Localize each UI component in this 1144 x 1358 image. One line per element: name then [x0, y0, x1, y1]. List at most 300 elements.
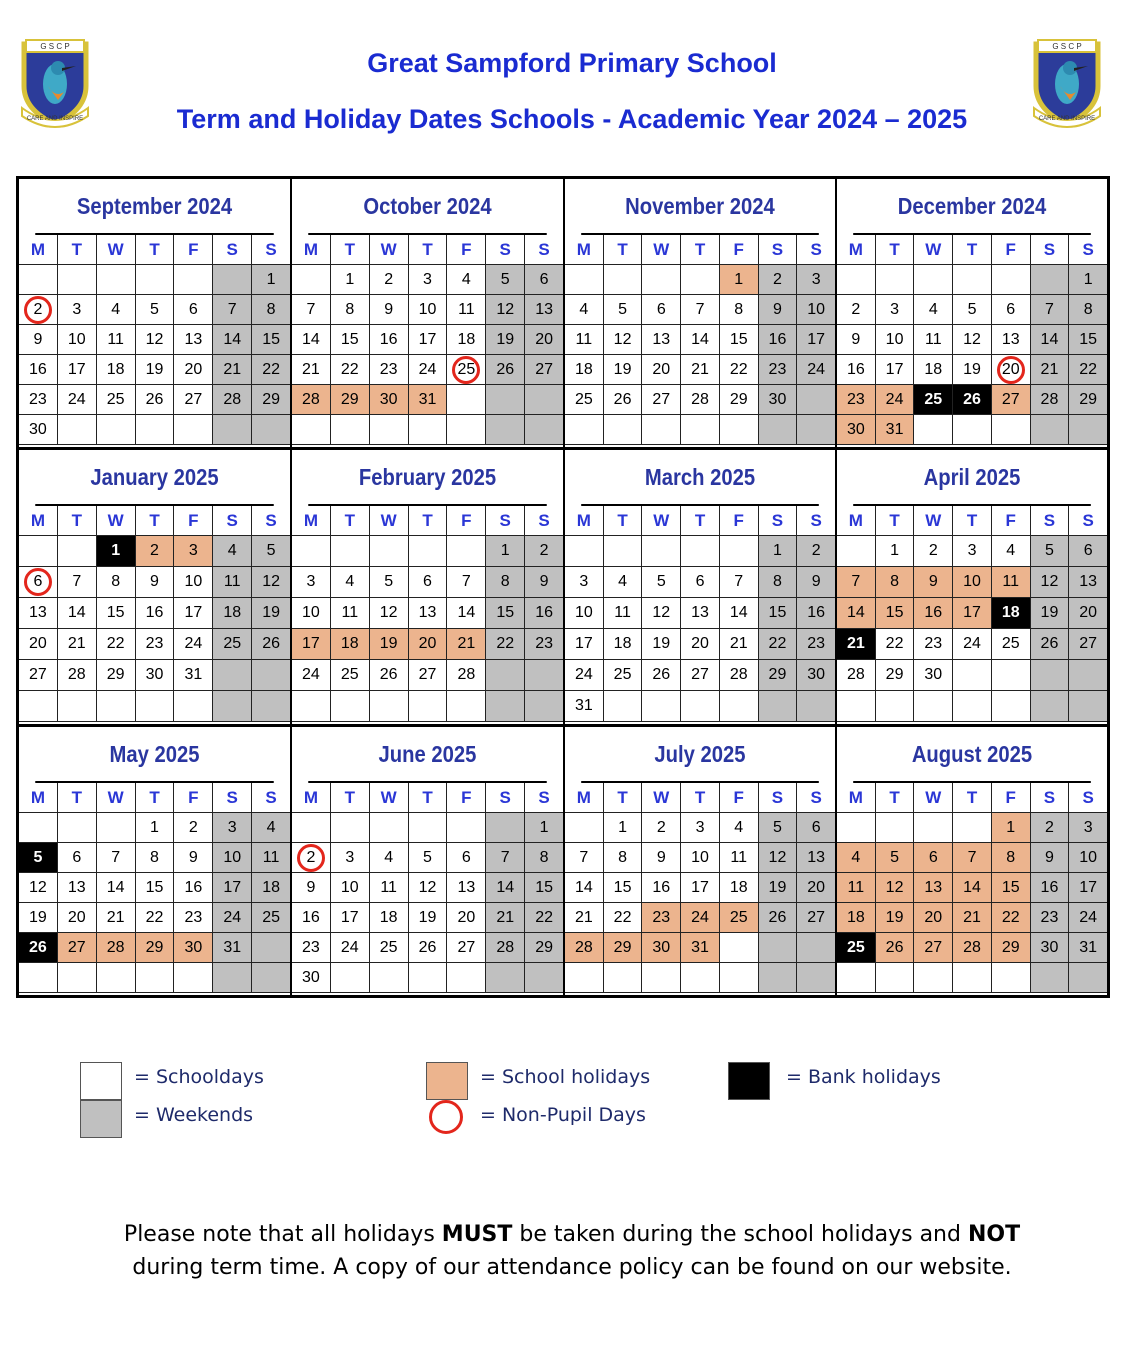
weekday-header: T — [681, 506, 720, 536]
week-row — [292, 933, 563, 963]
day-cell: 29 — [136, 933, 175, 963]
empty-day-cell — [720, 963, 759, 993]
empty-day-cell — [213, 963, 252, 993]
weekday-header-row — [292, 235, 563, 265]
day-cell: 11 — [370, 873, 409, 903]
day-cell: 11 — [914, 325, 953, 355]
day-cell: 31 — [213, 933, 252, 963]
day-cell: 8 — [604, 843, 643, 873]
week-row — [565, 385, 835, 415]
month-grid — [837, 235, 1107, 445]
empty-day-cell — [914, 813, 953, 843]
day-cell: 9 — [797, 567, 835, 598]
weekday-header: M — [19, 506, 58, 536]
day-cell: 2 — [136, 536, 175, 567]
day-cell: 14 — [292, 325, 331, 355]
empty-day-cell — [681, 691, 720, 722]
day-cell: 26 — [1031, 629, 1070, 660]
empty-day-cell — [720, 536, 759, 567]
empty-day-cell — [58, 536, 97, 567]
weekday-header: F — [447, 506, 486, 536]
empty-day-cell — [252, 691, 290, 722]
empty-day-cell — [1031, 691, 1070, 722]
day-cell: 12 — [604, 325, 643, 355]
day-cell: 20 — [1069, 598, 1107, 629]
weekday-header: T — [58, 235, 97, 265]
day-cell: 3 — [565, 567, 604, 598]
week-row — [292, 629, 563, 660]
day-cell: 27 — [992, 385, 1031, 415]
day-cell: 4 — [331, 567, 370, 598]
month-grid — [19, 235, 290, 445]
empty-day-cell — [331, 536, 370, 567]
day-cell: 24 — [409, 355, 448, 385]
empty-day-cell — [486, 660, 525, 691]
day-cell: 23 — [759, 355, 798, 385]
weekday-header: W — [97, 783, 136, 813]
week-row — [837, 691, 1107, 722]
day-cell: 31 — [409, 385, 448, 415]
empty-day-cell — [953, 813, 992, 843]
weekday-header: S — [252, 235, 290, 265]
day-cell: 24 — [953, 629, 992, 660]
week-row — [565, 325, 835, 355]
day-cell: 31 — [565, 691, 604, 722]
day-cell: 10 — [797, 295, 835, 325]
day-cell: 13 — [174, 325, 213, 355]
day-cell: 8 — [486, 567, 525, 598]
day-cell: 16 — [136, 598, 175, 629]
day-cell: 17 — [953, 598, 992, 629]
day-cell: 17 — [213, 873, 252, 903]
empty-day-cell — [252, 660, 290, 691]
weekday-header: T — [876, 506, 915, 536]
day-cell: 9 — [19, 325, 58, 355]
day-cell: 4 — [720, 813, 759, 843]
day-cell: 1 — [720, 265, 759, 295]
empty-day-cell — [797, 933, 835, 963]
day-cell: 23 — [292, 933, 331, 963]
day-cell: 20 — [58, 903, 97, 933]
day-cell: 10 — [565, 598, 604, 629]
week-row — [565, 598, 835, 629]
day-cell: 27 — [525, 355, 563, 385]
day-cell: 18 — [604, 629, 643, 660]
month-title: October 2024 — [308, 179, 546, 235]
day-cell: 4 — [447, 265, 486, 295]
day-cell: 24 — [58, 385, 97, 415]
day-cell: 4 — [370, 843, 409, 873]
day-cell: 24 — [565, 660, 604, 691]
empty-day-cell — [837, 265, 876, 295]
day-cell: 22 — [720, 355, 759, 385]
day-cell: 13 — [681, 598, 720, 629]
day-cell: 17 — [174, 598, 213, 629]
day-cell: 18 — [837, 903, 876, 933]
day-cell: 23 — [1031, 903, 1070, 933]
day-cell: 22 — [604, 903, 643, 933]
day-cell: 26 — [19, 933, 58, 963]
week-row — [837, 325, 1107, 355]
day-cell: 24 — [331, 933, 370, 963]
school-holiday-swatch — [426, 1062, 468, 1100]
empty-day-cell — [409, 415, 448, 445]
empty-day-cell — [19, 265, 58, 295]
day-cell: 20 — [409, 629, 448, 660]
empty-day-cell — [642, 265, 681, 295]
day-cell: 10 — [213, 843, 252, 873]
weekday-header: S — [759, 235, 798, 265]
day-cell: 5 — [19, 843, 58, 873]
day-cell: 5 — [486, 265, 525, 295]
day-cell: 24 — [1069, 903, 1107, 933]
day-cell: 27 — [797, 903, 835, 933]
day-cell: 10 — [953, 567, 992, 598]
day-cell: 17 — [292, 629, 331, 660]
day-cell: 8 — [876, 567, 915, 598]
weekday-header-row — [837, 235, 1107, 265]
day-cell: 11 — [447, 295, 486, 325]
weekday-header: M — [565, 506, 604, 536]
day-cell: 1 — [97, 536, 136, 567]
day-cell: 10 — [174, 567, 213, 598]
day-cell: 19 — [19, 903, 58, 933]
day-cell: 10 — [409, 295, 448, 325]
empty-day-cell — [292, 813, 331, 843]
day-cell: 6 — [642, 295, 681, 325]
empty-day-cell — [252, 933, 290, 963]
month-grid — [837, 783, 1107, 993]
month-title: June 2025 — [308, 727, 546, 783]
weekday-header: M — [292, 235, 331, 265]
week-row — [292, 691, 563, 722]
day-cell: 26 — [759, 903, 798, 933]
day-cell: 30 — [19, 415, 58, 445]
empty-day-cell — [174, 963, 213, 993]
empty-day-cell — [409, 691, 448, 722]
day-cell: 9 — [759, 295, 798, 325]
day-cell: 7 — [97, 843, 136, 873]
month-january-2025 — [19, 450, 290, 724]
empty-day-cell — [409, 963, 448, 993]
day-cell: 24 — [174, 629, 213, 660]
day-cell: 25 — [252, 903, 290, 933]
day-cell: 4 — [213, 536, 252, 567]
month-grid — [565, 506, 835, 722]
weekday-header-row — [19, 506, 290, 536]
month-april-2025 — [837, 450, 1107, 724]
month-july-2025 — [565, 727, 835, 995]
empty-day-cell — [331, 415, 370, 445]
day-cell: 2 — [174, 813, 213, 843]
weekday-header: T — [604, 235, 643, 265]
month-may-2025 — [19, 727, 290, 995]
day-cell: 6 — [681, 567, 720, 598]
week-row — [19, 598, 290, 629]
day-cell: 10 — [876, 325, 915, 355]
empty-day-cell — [58, 265, 97, 295]
day-cell: 22 — [525, 903, 563, 933]
empty-day-cell — [136, 265, 175, 295]
day-cell: 7 — [213, 295, 252, 325]
week-row — [565, 933, 835, 963]
empty-day-cell — [914, 265, 953, 295]
day-cell: 12 — [19, 873, 58, 903]
day-cell: 17 — [681, 873, 720, 903]
day-cell: 25 — [992, 629, 1031, 660]
day-cell: 13 — [447, 873, 486, 903]
day-cell: 3 — [174, 536, 213, 567]
day-cell: 5 — [370, 567, 409, 598]
week-row — [292, 963, 563, 993]
day-cell: 6 — [1069, 536, 1107, 567]
empty-day-cell — [1031, 660, 1070, 691]
empty-day-cell — [97, 691, 136, 722]
day-cell: 22 — [136, 903, 175, 933]
week-row — [19, 903, 290, 933]
day-cell: 17 — [797, 325, 835, 355]
day-cell: 2 — [1031, 813, 1070, 843]
day-cell: 31 — [681, 933, 720, 963]
day-cell: 22 — [759, 629, 798, 660]
week-row — [292, 385, 563, 415]
empty-day-cell — [876, 691, 915, 722]
day-cell: 17 — [331, 903, 370, 933]
day-cell: 12 — [876, 873, 915, 903]
day-cell: 14 — [447, 598, 486, 629]
legend-school-holidays: = School holidays — [480, 1066, 651, 1088]
day-cell: 6 — [447, 843, 486, 873]
school-name: Great Sampford Primary School — [367, 48, 777, 78]
empty-day-cell — [642, 536, 681, 567]
weekday-header: T — [409, 783, 448, 813]
weekday-header: F — [720, 783, 759, 813]
day-cell: 24 — [876, 385, 915, 415]
day-cell: 26 — [370, 660, 409, 691]
empty-day-cell — [486, 963, 525, 993]
day-cell: 15 — [604, 873, 643, 903]
day-cell: 5 — [1031, 536, 1070, 567]
attendance-note — [120, 1218, 1024, 1284]
month-title: March 2025 — [581, 450, 819, 506]
day-cell: 9 — [525, 567, 563, 598]
weekday-header: M — [565, 783, 604, 813]
weekday-header: T — [604, 506, 643, 536]
day-cell: 8 — [720, 295, 759, 325]
empty-day-cell — [759, 415, 798, 445]
weekday-header: F — [992, 506, 1031, 536]
day-cell: 12 — [252, 567, 290, 598]
empty-day-cell — [525, 963, 563, 993]
empty-day-cell — [370, 691, 409, 722]
weekday-header: T — [331, 506, 370, 536]
day-cell: 31 — [876, 415, 915, 445]
day-cell: 18 — [213, 598, 252, 629]
day-cell: 27 — [681, 660, 720, 691]
day-cell: 13 — [914, 873, 953, 903]
day-cell: 15 — [252, 325, 290, 355]
week-row — [837, 660, 1107, 691]
empty-day-cell — [447, 385, 486, 415]
day-cell: 23 — [837, 385, 876, 415]
day-cell: 13 — [58, 873, 97, 903]
day-cell: 16 — [837, 355, 876, 385]
empty-day-cell — [213, 691, 252, 722]
day-cell: 7 — [565, 843, 604, 873]
day-cell: 28 — [447, 660, 486, 691]
weekday-header: F — [720, 506, 759, 536]
week-row — [292, 813, 563, 843]
svg-text:G S C P: G S C P — [1052, 42, 1082, 51]
weekday-header: W — [97, 235, 136, 265]
weekday-header-row — [837, 783, 1107, 813]
day-cell: 15 — [525, 873, 563, 903]
day-cell: 30 — [642, 933, 681, 963]
weekday-header: S — [486, 235, 525, 265]
day-cell: 13 — [409, 598, 448, 629]
empty-day-cell — [409, 536, 448, 567]
day-cell: 18 — [914, 355, 953, 385]
day-cell: 21 — [213, 355, 252, 385]
day-cell: 2 — [914, 536, 953, 567]
day-cell: 16 — [174, 873, 213, 903]
empty-day-cell — [525, 660, 563, 691]
week-row — [837, 629, 1107, 660]
empty-day-cell — [486, 415, 525, 445]
day-cell: 10 — [292, 598, 331, 629]
week-row — [292, 873, 563, 903]
day-cell: 3 — [213, 813, 252, 843]
day-cell: 25 — [604, 660, 643, 691]
day-cell: 12 — [759, 843, 798, 873]
day-cell: 23 — [19, 385, 58, 415]
weekday-header: W — [914, 235, 953, 265]
empty-day-cell — [1069, 415, 1107, 445]
weekday-header: W — [642, 235, 681, 265]
day-cell: 17 — [876, 355, 915, 385]
day-cell: 9 — [837, 325, 876, 355]
day-cell: 11 — [252, 843, 290, 873]
day-cell: 28 — [720, 660, 759, 691]
day-cell: 13 — [525, 295, 563, 325]
empty-day-cell — [97, 963, 136, 993]
weekday-header: T — [876, 783, 915, 813]
note-text-3: during term time. A copy of our attendance policy can be found on our website. — [132, 1255, 1012, 1280]
week-row — [19, 355, 290, 385]
month-december-2024 — [837, 179, 1107, 447]
day-cell: 20 — [681, 629, 720, 660]
weekday-header: S — [759, 783, 798, 813]
day-cell: 22 — [97, 629, 136, 660]
weekday-header: T — [409, 506, 448, 536]
day-cell: 8 — [1069, 295, 1107, 325]
day-cell: 11 — [604, 598, 643, 629]
day-cell: 16 — [1031, 873, 1070, 903]
day-cell: 16 — [525, 598, 563, 629]
day-cell: 4 — [604, 567, 643, 598]
empty-day-cell — [19, 691, 58, 722]
day-cell: 5 — [604, 295, 643, 325]
empty-day-cell — [992, 415, 1031, 445]
empty-day-cell — [992, 691, 1031, 722]
month-october-2024 — [292, 179, 563, 447]
empty-day-cell — [486, 385, 525, 415]
weekday-header: T — [331, 235, 370, 265]
day-cell: 27 — [914, 933, 953, 963]
week-row — [19, 265, 290, 295]
legend-bank-holidays: = Bank holidays — [786, 1066, 941, 1088]
day-cell: 22 — [252, 355, 290, 385]
weekday-header: S — [1069, 506, 1107, 536]
day-cell: 2 — [837, 295, 876, 325]
weekday-header: F — [174, 783, 213, 813]
empty-day-cell — [252, 963, 290, 993]
weekday-header: S — [797, 506, 835, 536]
day-cell: 18 — [720, 873, 759, 903]
empty-day-cell — [292, 415, 331, 445]
week-row — [19, 295, 290, 325]
bank-holiday-swatch — [728, 1062, 770, 1100]
day-cell: 20 — [525, 325, 563, 355]
day-cell: 10 — [58, 325, 97, 355]
day-cell: 26 — [486, 355, 525, 385]
weekday-header: S — [486, 783, 525, 813]
empty-day-cell — [447, 536, 486, 567]
day-cell: 16 — [292, 903, 331, 933]
month-grid — [292, 506, 563, 722]
day-cell: 15 — [876, 598, 915, 629]
day-cell: 10 — [331, 873, 370, 903]
empty-day-cell — [409, 813, 448, 843]
day-cell: 20 — [992, 355, 1031, 385]
weekday-header-row — [565, 235, 835, 265]
day-cell: 17 — [409, 325, 448, 355]
weekday-header: M — [292, 506, 331, 536]
day-cell: 29 — [331, 385, 370, 415]
day-cell: 7 — [58, 567, 97, 598]
weekday-header: T — [58, 506, 97, 536]
day-cell: 15 — [97, 598, 136, 629]
note-bold-must: MUST — [441, 1222, 513, 1247]
empty-day-cell — [759, 933, 798, 963]
legend-schooldays: = Schooldays — [134, 1066, 264, 1088]
month-title: April 2025 — [853, 450, 1091, 506]
day-cell: 28 — [486, 933, 525, 963]
svg-text:CARE AND INSPIRE: CARE AND INSPIRE — [1038, 116, 1096, 122]
weekday-header-row — [837, 506, 1107, 536]
day-cell: 13 — [1069, 567, 1107, 598]
empty-day-cell — [58, 415, 97, 445]
empty-day-cell — [213, 265, 252, 295]
week-row — [292, 265, 563, 295]
day-cell: 29 — [1069, 385, 1107, 415]
empty-day-cell — [565, 813, 604, 843]
note-text-2: be taken during the school holidays and — [512, 1222, 968, 1247]
week-row — [565, 963, 835, 993]
empty-day-cell — [1069, 963, 1107, 993]
week-row — [19, 325, 290, 355]
day-cell: 27 — [19, 660, 58, 691]
day-cell: 12 — [409, 873, 448, 903]
day-cell: 11 — [97, 325, 136, 355]
empty-day-cell — [876, 813, 915, 843]
day-cell: 28 — [681, 385, 720, 415]
day-cell: 10 — [681, 843, 720, 873]
day-cell: 23 — [174, 903, 213, 933]
empty-day-cell — [953, 265, 992, 295]
day-cell: 18 — [370, 903, 409, 933]
week-row — [19, 813, 290, 843]
